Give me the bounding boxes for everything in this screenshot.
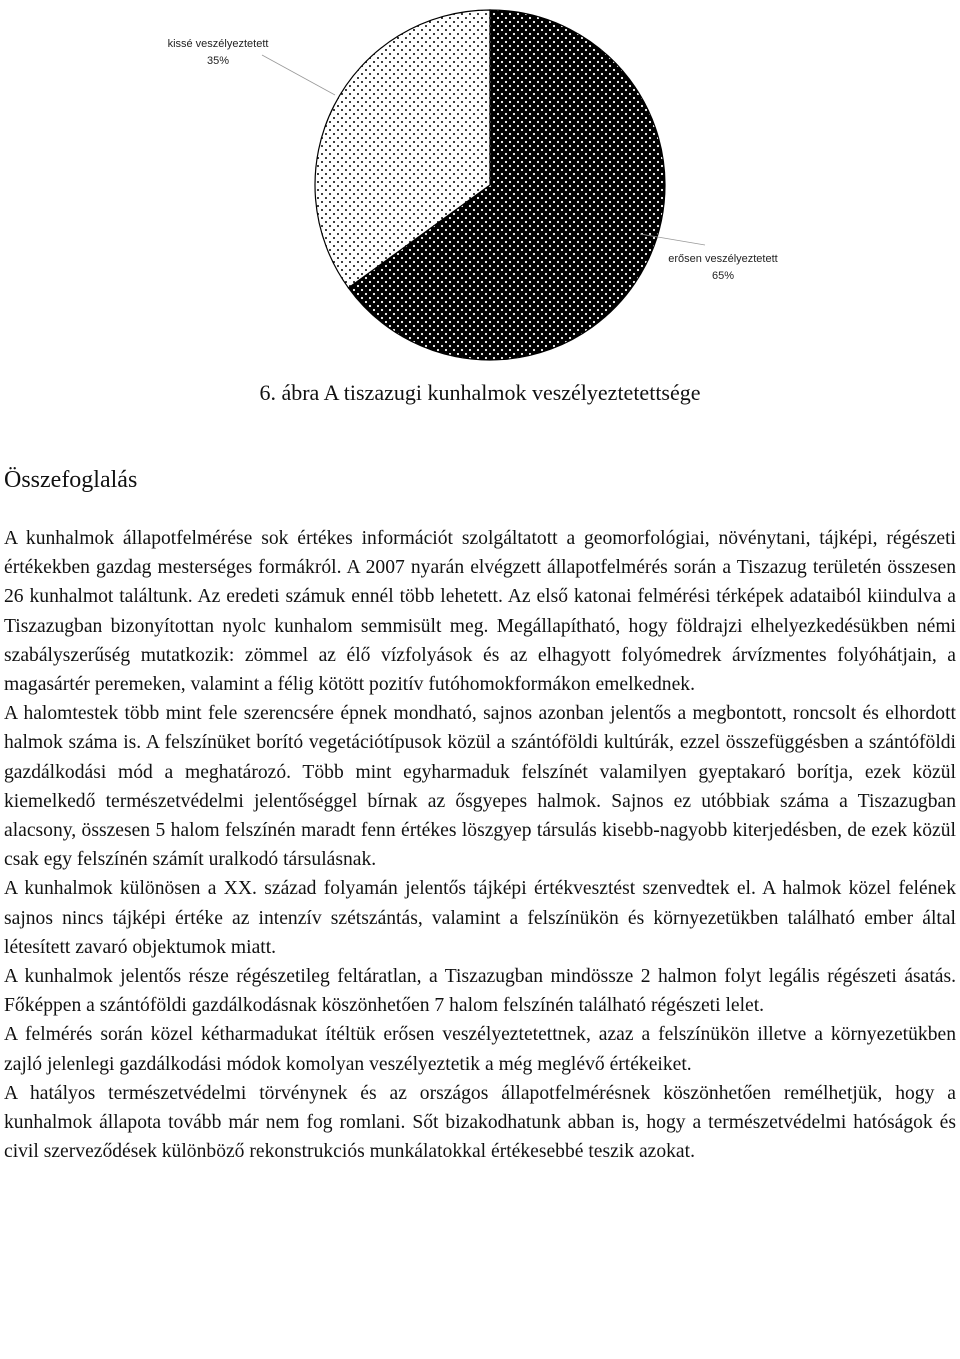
leader-line bbox=[262, 55, 335, 95]
pie-chart bbox=[0, 0, 960, 370]
slice-value-label: 35% bbox=[206, 55, 230, 67]
summary-text bbox=[4, 524, 956, 1166]
pie-chart-svg bbox=[0, 0, 960, 370]
slice-label: kissé veszélyeztetett bbox=[167, 38, 269, 50]
paragraph: A kunhalmok állapotfelmérése sok értékes információt szolgáltatott a geomorfológiai, növénytani, tájképi, régészeti értékekben gazdag mesterséges formákról. A 2007 nyarán elvégzett állapotfelmérés során a Tiszazug területén összesen 26 kunhalmot találtunk. Az eredeti számuk ennél több lehetett. Az első katonai felmérési térképek adataiból kiindulva a Tiszazugban bizonyítottan nyolc kunhalom semmisült meg. Megállapítható, hogy földrajzi elhelyezkedésükben némi szabályszerűség mutatkozik: zömmel az élő vízfolyások és az elhagyott folyómedrek árvízmentes folyóhátjain, a magasártér peremeken, valamint a félig kötött pozitív futóhomokformákon emelkednek. bbox=[4, 528, 956, 696]
section-heading: Összefoglalás bbox=[4, 467, 138, 493]
paragraph: A kunhalmok különösen a XX. század folyamán jelentős tájképi értékvesztést szenvedtek el. A halmok közel felének sajnos nincs tájképi értéke az intenzív szétszántás, valamint a felszínükön és környezetükben található ember által létesített zavaró objektumok miatt. bbox=[4, 878, 956, 958]
figure-caption: 6. ábra A tiszazugi kunhalmok veszélyeztetettsége bbox=[259, 380, 701, 405]
slice-label: erősen veszélyeztetett bbox=[668, 253, 778, 265]
paragraph: A felmérés során közel kétharmadukat ítéltük erősen veszélyeztetettnek, azaz a felszínükön illetve a környezetükben zajló jelenlegi gazdálkodási módok komolyan veszélyeztetik a még meglévő értékeiket. bbox=[4, 1024, 956, 1075]
paragraph: A hatályos természetvédelmi törvénynek és az országos állapotfelmérésnek köszönhetően remélhetjük, hogy a kunhalmok állapota tovább már nem fog romlani. Sőt bizakodhatunk abban is, hogy a természetvédelmi hatóságok és civil szerveződések különböző rekonstrukciós munkálatokkal értékesebbé teszik azokat. bbox=[4, 1082, 956, 1163]
paragraph: A kunhalmok jelentős része régészetileg feltáratlan, a Tiszazugban mindössze 2 halmon folyt legális régészeti ásatás. Főképpen a szántóföldi gazdálkodásnak köszönhetően 7 halom felszínén található régészeti lelet. bbox=[4, 966, 956, 1017]
slice-value-label: 65% bbox=[711, 270, 735, 282]
paragraph: A halomtestek több mint fele szerencsére épnek mondható, sajnos azonban jelentős a megbontott, roncsolt és elhordott halmok száma is. A felszínüket borító vegetációtípusok közül a szántóföldi kultúrák, ezzel összefüggésben a szántóföldi gazdálkodási mód a meghatározó. Több mint egyharmaduk felszínét valamilyen gyeptakaró borítja, ezek közül kiemelkedő természetvédelmi jelentőséggel bírnak az ősgyepes halmok. Sajnos ez utóbbiak száma a Tiszazugban alacsony, összesen 5 halom felszínén maradt fenn értékes löszgyep társulás kisebb-nagyobb kiterjedésben, de ezek közül csak egy felszínén számít uralkodó társulásnak. bbox=[4, 703, 956, 871]
